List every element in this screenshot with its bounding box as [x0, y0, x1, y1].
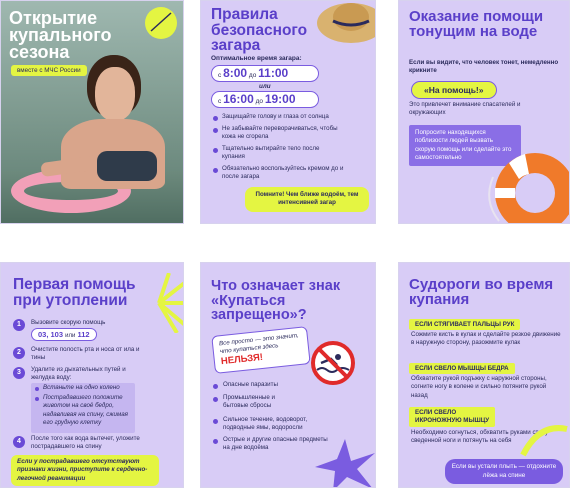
bullet-icon	[213, 439, 218, 444]
reason-item: Опасные паразиты	[223, 381, 278, 388]
bullet-icon	[213, 168, 218, 173]
section-text: Обхватите рукой подъжку с наружной стороны, согните ногу в колене и сильно потяните рукой назад	[411, 375, 547, 399]
reminder-note: Помните! Чем ближе водоём, тем интенсивней загар	[245, 187, 369, 212]
section-text: Сожмите кисть в кулак и сделайте резкое движение в наружную сторону, разожмите кулак	[411, 331, 561, 347]
card-no-swimming-sign[interactable]	[200, 262, 376, 488]
card-cramps[interactable]	[398, 262, 570, 488]
woman-face-image	[95, 67, 135, 121]
card-title: Судороги во время купания	[409, 276, 554, 308]
lime-wave-icon	[519, 419, 570, 459]
time-end: 19:00	[264, 92, 296, 106]
section-text: Необходимо согнуться, обхватить руками стопу сведенной ноги и потянуть на себя	[411, 429, 549, 445]
tip-item: Обязательно воспользуйтесь кремом до и после загара	[222, 165, 344, 181]
explanation-text: Все просто — это значит, что купаться здесь	[218, 332, 299, 356]
tip-item: Не забывайте переворачиваться, чтобы кожа не сгорела	[222, 125, 338, 141]
intro-emphasis: человек тонет	[474, 59, 518, 66]
section-heading	[409, 407, 495, 427]
section-heading: ЕСЛИ СТЯГИВАЕТ ПАЛЬЦЫ РУК	[409, 319, 520, 330]
time-from-label: с	[218, 98, 222, 105]
step-number-icon: 4	[13, 436, 25, 448]
time-to-label: до	[248, 72, 257, 79]
subtitle: Оптимальное время загара:	[211, 55, 302, 62]
or-label: или	[65, 333, 76, 339]
shout-for-help-pill: «На помощь!»	[411, 81, 497, 99]
card-opening-season[interactable]	[0, 0, 184, 224]
swimsuit-image	[97, 151, 157, 181]
intro-part: Если вы видите, что	[409, 59, 475, 66]
bullet-icon	[35, 387, 39, 391]
time-from-label: с	[218, 72, 222, 79]
explanation-box	[211, 326, 310, 374]
time-end: 11:00	[258, 66, 289, 80]
section-heading: ЕСЛИ СВЕЛО МЫШЦЫ БЕДРА	[409, 363, 515, 374]
reanimation-note: Если у пострадавшего отсутствуют признаки жизни, приступите к сердечно-легочной реанимации	[11, 455, 159, 486]
step-text: Удалите из дыхательных путей и желудка воду:	[31, 366, 126, 382]
tip-item: Тщательно вытирайте тело после купания	[222, 145, 320, 161]
lime-leaf-icon	[143, 5, 179, 41]
heading-line: ЕСЛИ СВЕЛО	[415, 409, 457, 416]
time-to-label: до	[255, 98, 263, 105]
step-text: Очистите полость рта и носа от ила и тины	[31, 346, 140, 362]
step-number-icon: 1	[13, 319, 25, 331]
intro-text	[409, 59, 561, 76]
mchs-badge: вместе с МЧС России	[11, 65, 87, 76]
forbidden-label: НЕЛЬЗЯ!	[220, 351, 264, 368]
tip-item: Защищайте голову и глаза от солнца	[222, 113, 329, 120]
time-range-morning	[211, 65, 319, 82]
step-text: Вызовите скорую помощь	[31, 319, 106, 326]
heading-line: ИКРОНОЖНУЮ МЫШЦУ	[415, 417, 490, 425]
card-title: Что означает знак «Купаться запрещено»?	[211, 278, 341, 323]
time-range-evening	[211, 91, 319, 108]
card-title: Первая помощь при утоплении	[13, 276, 136, 309]
phone-number: 112	[77, 330, 90, 339]
emergency-numbers	[31, 328, 97, 341]
bullet-icon	[213, 148, 218, 153]
no-swimming-sign-icon	[309, 339, 357, 387]
reason-item: Острые и другие опасные предметы на дне водоёма	[223, 436, 328, 452]
time-start: 8:00	[223, 66, 248, 80]
card-title: Открытие купального сезона	[9, 8, 112, 63]
bullet-icon	[213, 419, 218, 424]
rest-tip-bubble: Если вы устали плыть — отдохните лёжа на спине	[445, 459, 563, 484]
card-tanning-rules[interactable]	[200, 0, 376, 224]
reason-item: Сильное течение, водоворот, подводные ямы, водоросли	[223, 416, 308, 432]
intro-part: , немедленно крикните	[409, 59, 559, 75]
splash-star-icon	[313, 435, 376, 488]
or-label: или	[259, 83, 271, 90]
bullet-icon	[213, 384, 218, 389]
reason-item: Промышленные и бытовые сбросы	[223, 394, 275, 410]
card-title: Правила безопасного загара	[211, 6, 308, 54]
phone-numbers: 03, 103	[38, 330, 64, 339]
attention-text: Это привлечет внимание спасателей и окружающих	[409, 101, 521, 117]
step-text: После того как вода вытечет, уложите пострадавшего на спину	[31, 435, 140, 451]
step-number-icon: 2	[13, 347, 25, 359]
card-drowning-help[interactable]	[398, 0, 570, 224]
bullet-icon	[35, 397, 39, 401]
card-title: Оказание помощи тонущим на воде	[409, 8, 544, 40]
bullet-icon	[213, 128, 218, 133]
sub-step-text: Встаньте на одно колено	[43, 384, 120, 391]
bullet-icon	[213, 397, 218, 402]
time-start: 16:00	[223, 92, 254, 106]
call-ambulance-box: Попросите находящихся поблизости людей вызвать скорую помощь или сделайте это самостоятельно	[409, 125, 521, 166]
card-first-aid-drowning[interactable]	[0, 262, 184, 488]
bullet-icon	[213, 116, 218, 121]
step-number-icon: 3	[13, 367, 25, 379]
lifebuoy-icon	[479, 141, 570, 224]
sub-step-text: Пострадавшего положите животом на своё бедро, надавливая на спину, сжимая его грудную клетку	[43, 394, 128, 427]
